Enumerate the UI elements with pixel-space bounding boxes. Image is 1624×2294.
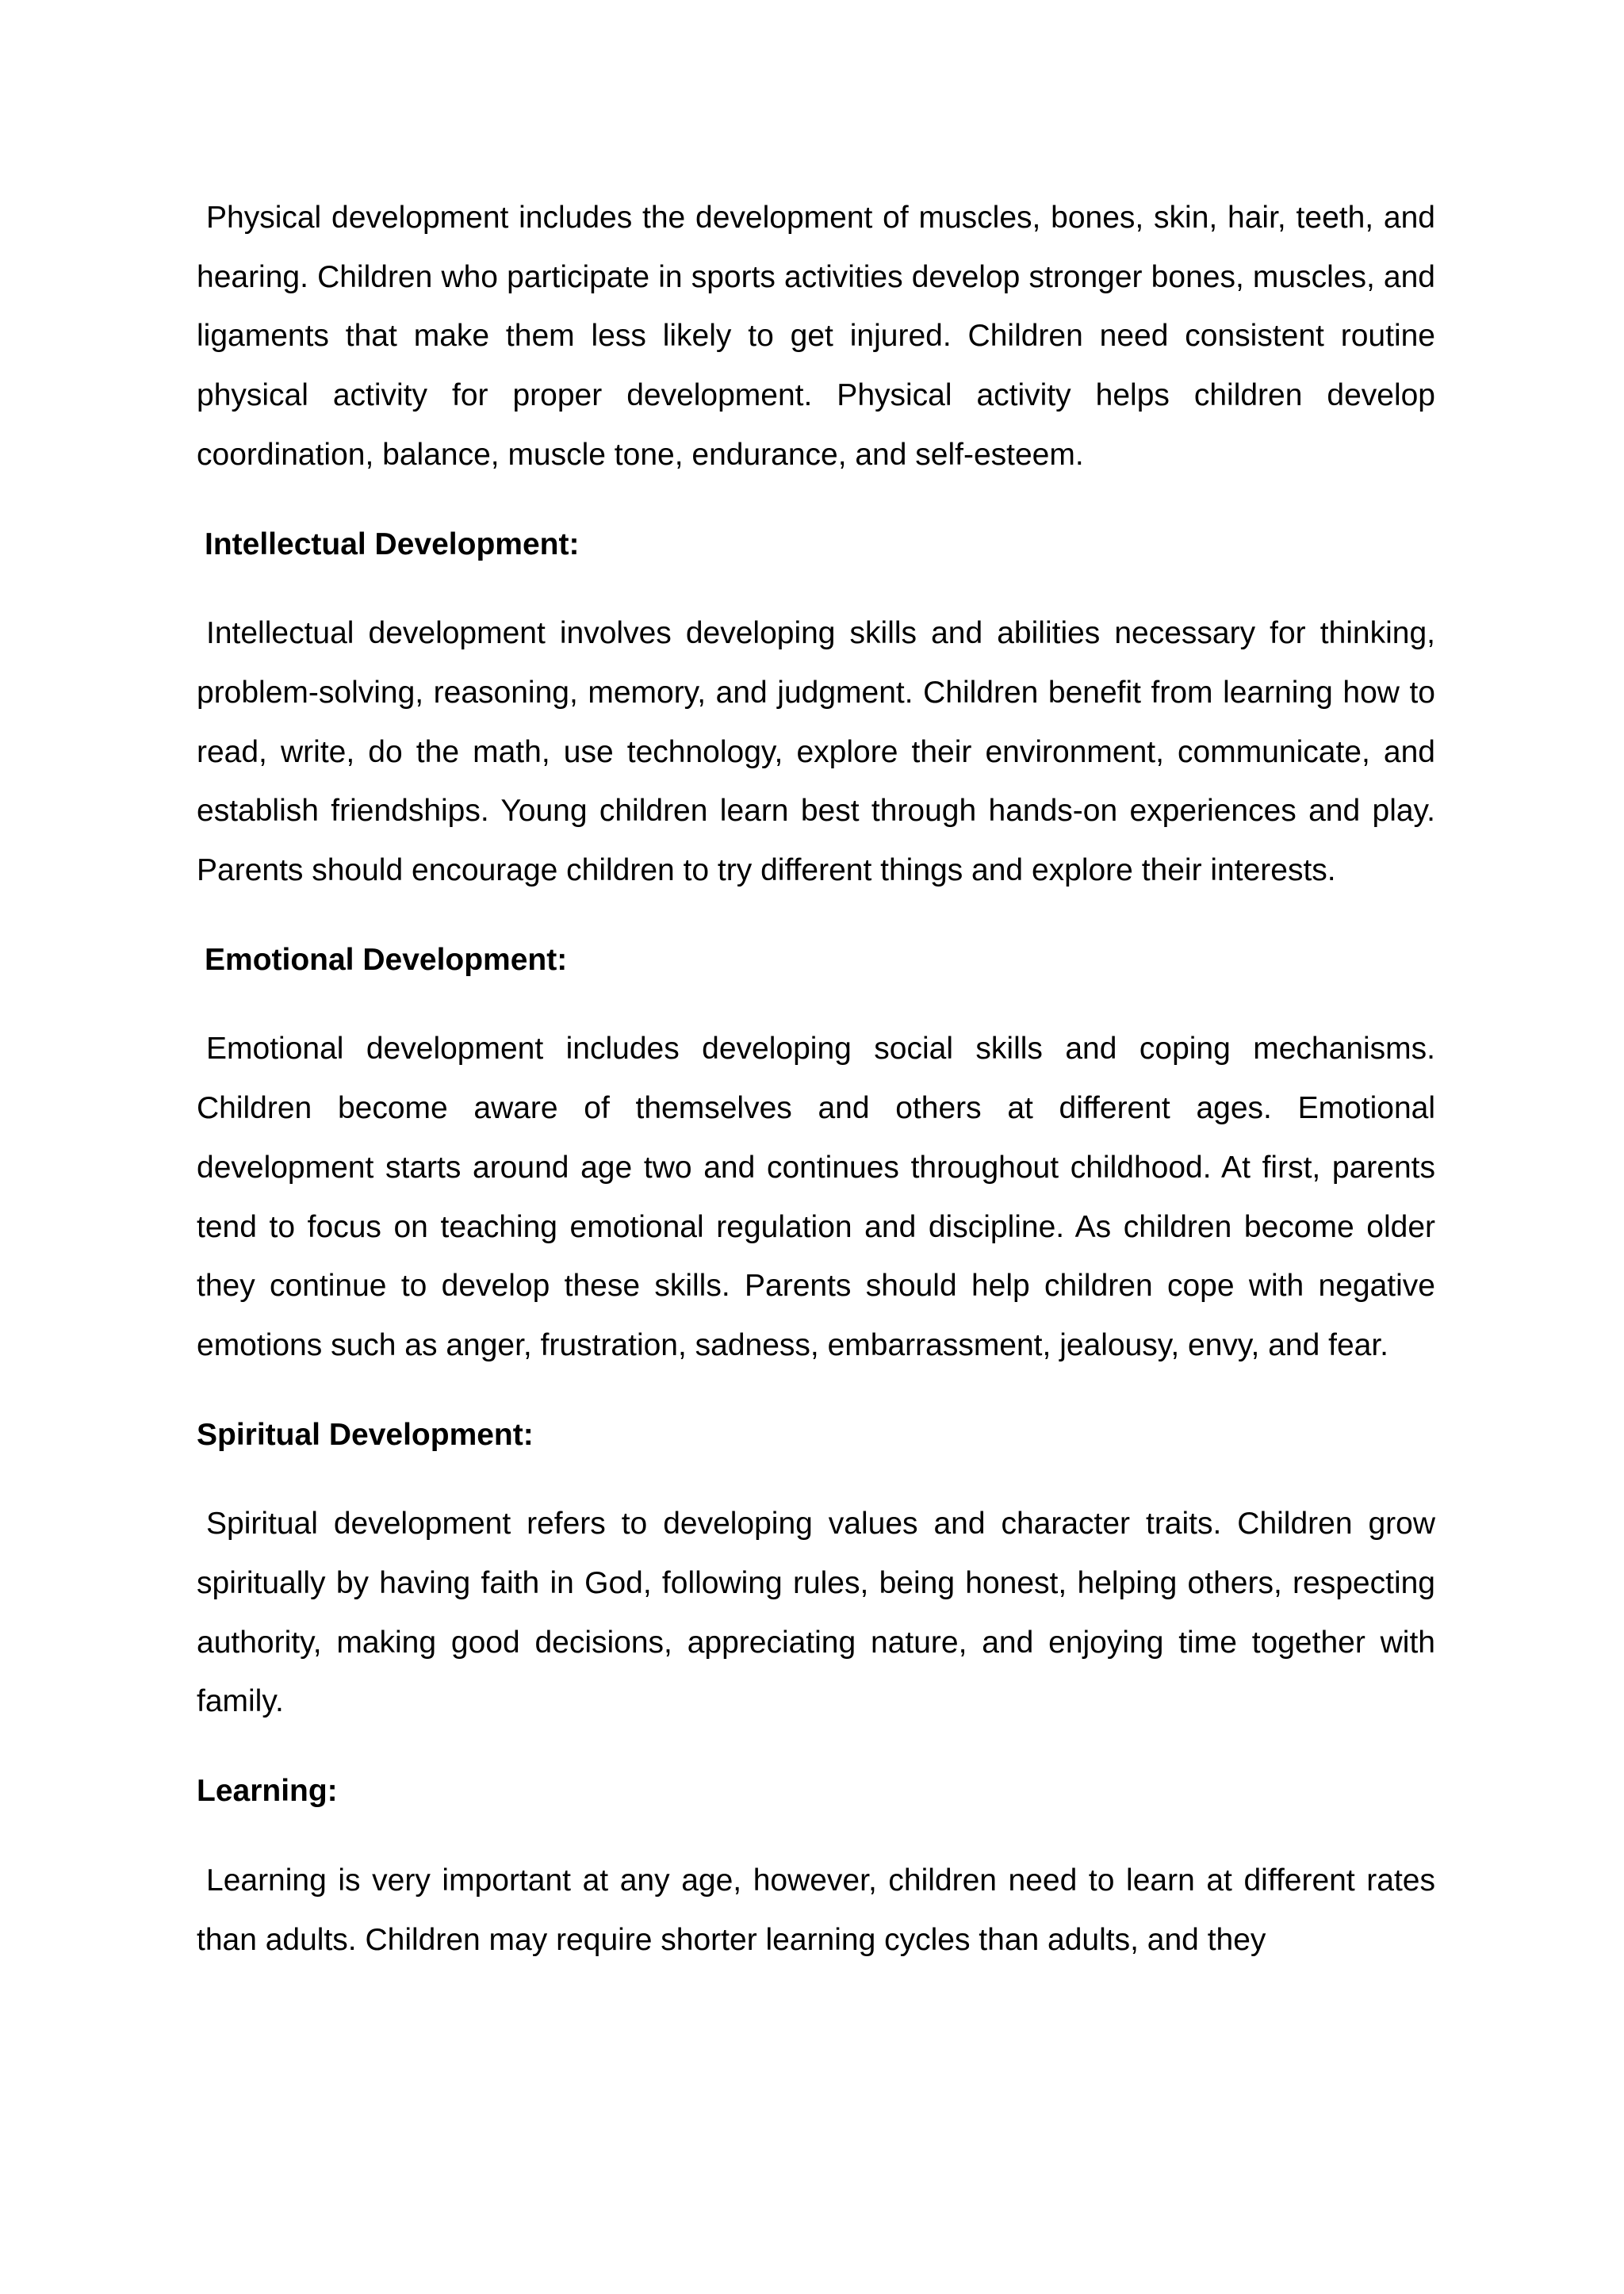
document-page bbox=[197, 189, 1435, 2000]
spiritual-development-paragraph: Spiritual development refers to developing values and character traits. Children grow spiritually by having faith in God, following rules, being honest, helping others, respecting authority, making good decisions, appreciating nature, and enjoying time together with family. bbox=[197, 1507, 1435, 1719]
intellectual-development-heading: Intellectual Development: bbox=[205, 527, 580, 561]
intellectual-development-paragraph: Intellectual development involves developing skills and abilities necessary for thinking, problem-solving, reasoning, memory, and judgment. Children benefit from learning how to read, write, do the math, use technology, explore their environment, communicate, and establish friendships. Young children learn best through hands-on experiences and play. Parents should encourage children to try different things and explore their interests. bbox=[197, 616, 1435, 888]
spiritual-development-heading: Spiritual Development: bbox=[197, 1417, 534, 1452]
learning-heading: Learning: bbox=[197, 1774, 338, 1809]
learning-paragraph: Learning is very important at any age, however, children need to learn at different rates than adults. Children may require shorter learning cycles than adults, and they bbox=[197, 1863, 1435, 1957]
emotional-development-paragraph: Emotional development includes developing social skills and coping mechanisms. Children become aware of themselves and others at different ages. Emotional development starts around age two and continues throughout childhood. At first, parents tend to focus on teaching emotional regulation and discipline. As children become older they continue to develop these skills. Parents should help children cope with negative emotions such as anger, frustration, sadness, embarrassment, jealousy, envy, and fear. bbox=[197, 1032, 1435, 1362]
emotional-development-heading: Emotional Development: bbox=[205, 942, 568, 977]
intro-paragraph: Physical development includes the development of muscles, bones, skin, hair, teeth, and hearing. Children who participate in sports activities develop stronger bones, muscles, and ligaments that make them less likely to get injured. Children need consistent routine physical activity for proper development. Physical activity helps children develop coordination, balance, muscle tone, endurance, and self-esteem. bbox=[197, 201, 1435, 472]
